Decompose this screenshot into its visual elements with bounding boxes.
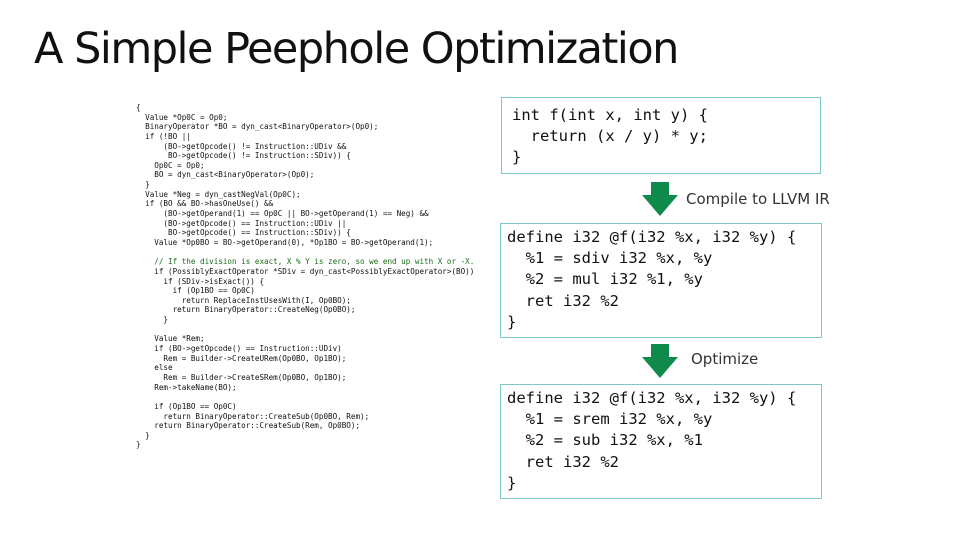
code-line bbox=[136, 392, 474, 402]
optimized-ir-line: } bbox=[507, 473, 517, 492]
code-line: else bbox=[136, 363, 173, 373]
code-line: return ReplaceInstUsesWith(I, Op0BO); bbox=[136, 295, 351, 305]
instcombine-code-block bbox=[136, 103, 474, 450]
source-code-line: return (x / y) * y; bbox=[512, 127, 708, 145]
down-arrow-icon bbox=[642, 344, 678, 378]
code-line: Value *Op0C = Op0; bbox=[136, 112, 228, 122]
code-line: Value *Rem; bbox=[136, 334, 205, 344]
code-line: (BO->getOpcode() != Instruction::UDiv && bbox=[136, 141, 347, 151]
code-line: BO->getOpcode() == Instruction::SDiv)) { bbox=[136, 228, 351, 238]
optimized-ir-line: define i32 @f(i32 %x, i32 %y) { bbox=[507, 389, 797, 407]
llvm-ir-box bbox=[500, 223, 822, 338]
code-line: } bbox=[136, 180, 150, 190]
code-line: (BO->getOpcode() == Instruction::UDiv || bbox=[136, 218, 347, 228]
code-line: } bbox=[136, 315, 169, 325]
code-line: return BinaryOperator::CreateSub(Op0BO, Rem); bbox=[136, 411, 370, 421]
slide-title: A Simple Peephole Optimization bbox=[34, 24, 678, 74]
code-line: Op0C = Op0; bbox=[136, 160, 205, 170]
code-line: if (PossiblyExactOperator *SDiv = dyn_cast<PossiblyExactOperator>(BO)) bbox=[136, 266, 475, 276]
compile-step-label: Compile to LLVM IR bbox=[686, 190, 830, 208]
code-line: Rem = Builder->CreateSRem(Op0BO, Op1BO); bbox=[136, 372, 347, 382]
down-arrow-icon bbox=[642, 182, 678, 216]
code-line: } bbox=[136, 440, 141, 450]
code-line bbox=[136, 325, 474, 335]
source-code-box bbox=[501, 97, 821, 174]
code-line: if (SDiv->isExact()) { bbox=[136, 276, 265, 286]
code-line: return BinaryOperator::CreateSub(Rem, Op0BO); bbox=[136, 421, 361, 431]
code-line: Value *Op0BO = BO->getOperand(0), *Op1BO = BO->getOperand(1); bbox=[136, 237, 434, 247]
code-line: if (!BO || bbox=[136, 131, 191, 141]
source-code-line: } bbox=[512, 148, 522, 166]
code-line: BO->getOpcode() != Instruction::SDiv)) { bbox=[136, 151, 351, 161]
optimized-ir-box bbox=[500, 384, 822, 499]
ir-code-line: define i32 @f(i32 %x, i32 %y) { bbox=[507, 228, 797, 246]
code-line: BinaryOperator *BO = dyn_cast<BinaryOperator>(Op0); bbox=[136, 122, 379, 132]
optimize-step-label: Optimize bbox=[691, 350, 759, 368]
code-line: } bbox=[136, 430, 150, 440]
code-line: if (BO->getOpcode() == Instruction::UDiv) bbox=[136, 344, 342, 354]
code-line: if (BO && BO->hasOneUse() && bbox=[136, 199, 274, 209]
code-line: if (Op1BO == Op0C) bbox=[136, 286, 255, 296]
code-line: Rem = Builder->CreateURem(Op0BO, Op1BO); bbox=[136, 353, 347, 363]
code-line: BO = dyn_cast<BinaryOperator>(Op0); bbox=[136, 170, 315, 180]
source-code-line: int f(int x, int y) { bbox=[512, 106, 708, 124]
code-line: (BO->getOperand(1) == Op0C || BO->getOperand(1) == Neg) && bbox=[136, 209, 429, 219]
code-line bbox=[136, 248, 474, 258]
optimized-ir-line: ret i32 %2 bbox=[507, 452, 619, 471]
ir-code-line: %1 = sdiv i32 %x, %y bbox=[507, 249, 713, 268]
optimized-ir-line: %2 = sub i32 %x, %1 bbox=[507, 431, 703, 450]
ir-code-line: %2 = mul i32 %1, %y bbox=[507, 270, 703, 289]
ir-code-line: ret i32 %2 bbox=[507, 291, 619, 310]
code-line: // If the division is exact, X % Y is zero, so we end up with X or -X. bbox=[136, 257, 475, 267]
code-line: { bbox=[136, 103, 141, 112]
optimized-ir-line: %1 = srem i32 %x, %y bbox=[507, 410, 713, 429]
code-line: Value *Neg = dyn_castNegVal(Op0C); bbox=[136, 189, 301, 199]
code-line: if (Op1BO == Op0C) bbox=[136, 401, 237, 411]
code-line: Rem->takeName(BO); bbox=[136, 382, 237, 392]
code-line: return BinaryOperator::CreateNeg(Op0BO); bbox=[136, 305, 356, 315]
ir-code-line: } bbox=[507, 312, 517, 331]
